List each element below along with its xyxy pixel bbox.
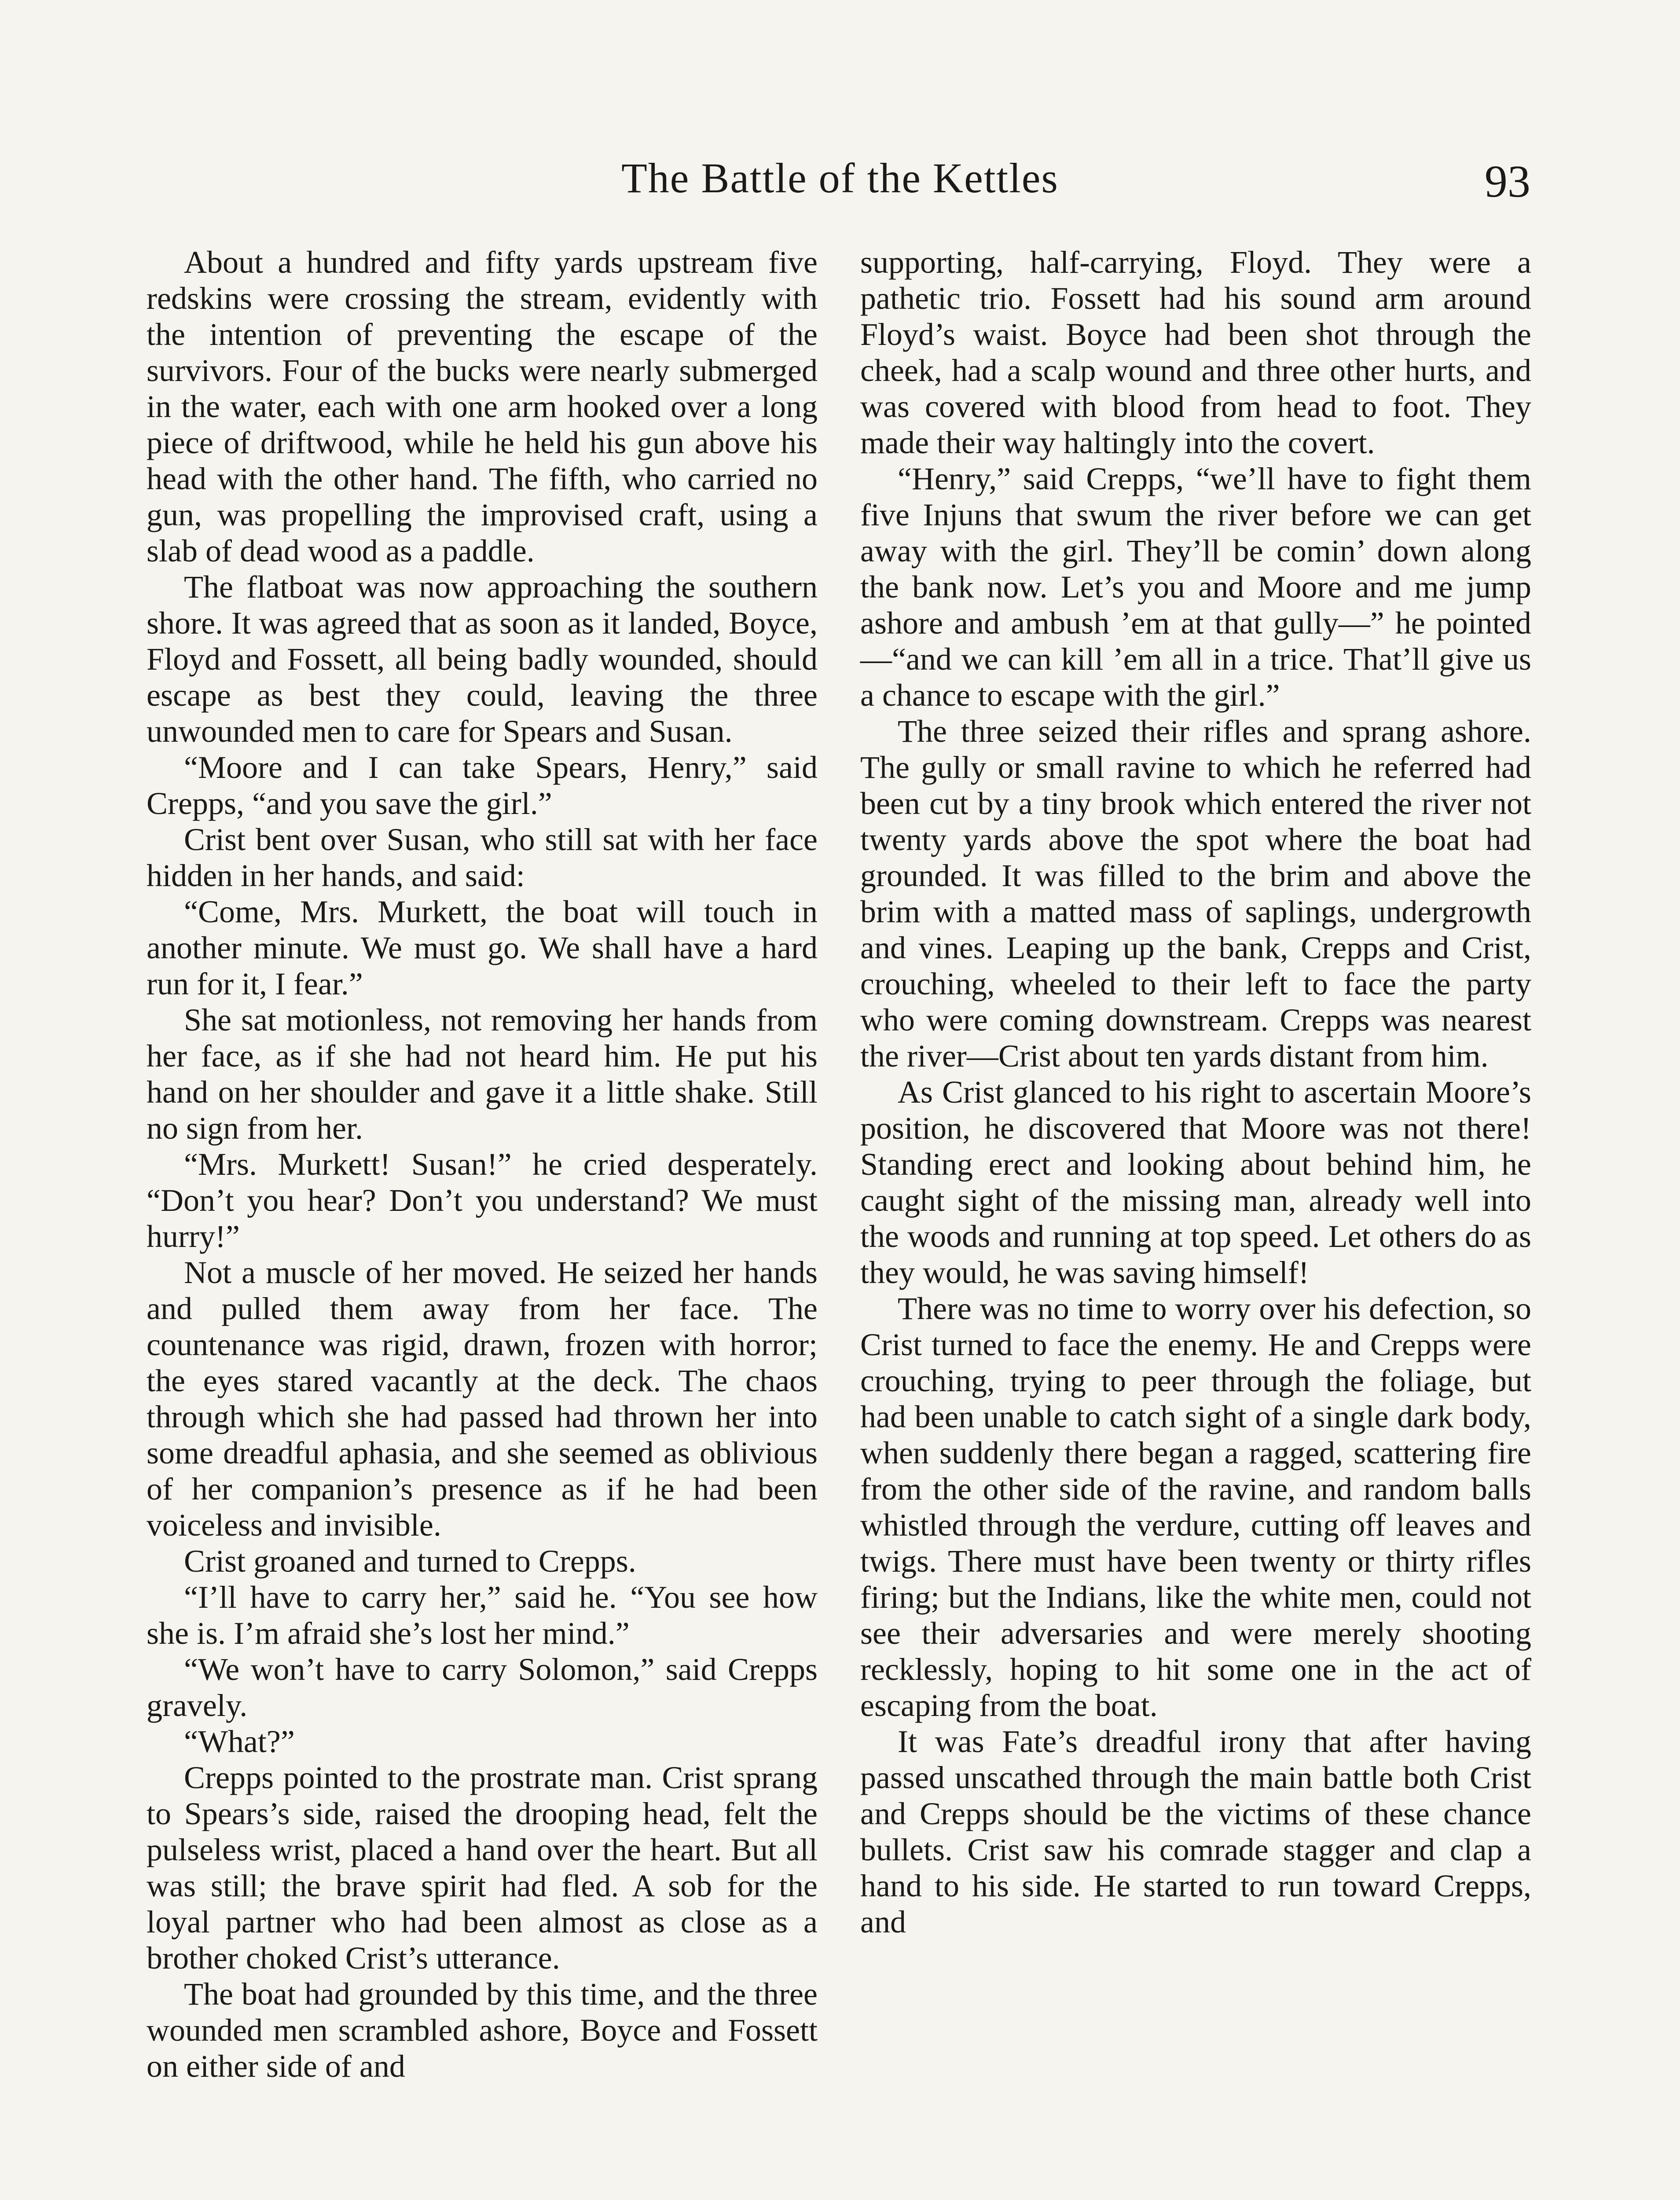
paragraph: About a hundred and fifty yards upstream five redskins were crossing the stream, evidently with the intention of preventing the escape of the survivors. Four of the bucks were nearly submerged in the water, each with one arm hooked over a long piece of driftwood, while he held his gun above his head with the other hand. The fifth, who carried no gun, was propelling the improvised craft, using a slab of dead wood as a paddle. [147,245,818,568]
paragraph: The three seized their rifles and sprang ashore. The gully or small ravine to which he referred had been cut by a tiny brook which entered the river not twenty yards above the spot where the boat had grounded. It was filled to the brim and above the brim with a matted mass of saplings, undergrowth and vines. Leaping up the bank, Crepps and Crist, crouching, wheeled to their left to face the party who were coming downstream. Crepps was nearest the river—Crist about ten yards distant from him. [860,714,1531,1074]
left-column [147,244,818,2084]
paragraph: Not a muscle of her moved. He seized her hands and pulled them away from her face. The countenance was rigid, drawn, frozen with horror; the eyes stared vacantly at the deck. The chaos through which she had passed had thrown her into some dreadful aphasia, and she seemed as oblivious of her companion’s presence as if he had been voiceless and invisible. [147,1255,818,1543]
paragraph: “What?” [184,1724,295,1759]
paragraph-continued: supporting, half-carrying, Floyd. They were a pathetic trio. Fossett had his sound arm around Floyd’s waist. Boyce had been shot through the cheek, had a scalp wound and three other hurts, and was covered with blood from head to foot. They made their way haltingly into the covert. [860,245,1531,460]
paragraph: The flatboat was now approaching the southern shore. It was agreed that as soon as it landed, Boyce, Floyd and Fossett, all being badly wounded, should escape as best they could, leaving the three unwounded men to care for Spears and Susan. [147,569,818,749]
paragraph: “Moore and I can take Spears, Henry,” said Crepps, “and you save the girl.” [147,750,818,821]
paragraph: The boat had grounded by this time, and the three wounded men scrambled ashore, Boyce and Fossett on either side of and [147,1976,818,2084]
paragraph: “Henry,” said Crepps, “we’ll have to fight them five Injuns that swum the river before we can get away with the girl. They’ll be comin’ down along the bank now. Let’s you and Moore and me jump ashore and ambush ’em at that gully—” he pointed—“and we can kill ’em all in a trice. That’ll give us a chance to escape with the girl.” [860,461,1531,713]
paragraph: “Mrs. Murkett! Susan!” he cried desperately. “Don’t you hear? Don’t you understand? We must hurry!” [147,1147,818,1254]
page-number: 93 [1485,156,1530,207]
paragraph: It was Fate’s dreadful irony that after having passed unscathed through the main battle both Crist and Crepps should be the victims of these chance bullets. Crist saw his comrade stagger and clap a hand to his side. He started to run toward Crepps, and [860,1724,1531,1940]
page-header [0,152,1680,209]
running-title: The Battle of the Kettles [621,154,1059,202]
paragraph: As Crist glanced to his right to ascertain Moore’s position, he discovered that Moore was not there! Standing erect and looking about behind him, he caught sight of the missing man, already well into the woods and running at top speed. Let others do as they would, he was saving himself! [860,1074,1531,1290]
paragraph: “I’ll have to carry her,” said he. “You see how she is. I’m afraid she’s lost her mind.” [147,1580,818,1651]
paragraph: Crist bent over Susan, who still sat with her face hidden in her hands, and said: [147,822,818,893]
paragraph: Crist groaned and turned to Crepps. [184,1544,636,1579]
right-column [860,244,1531,1940]
paragraph: She sat motionless, not removing her hands from her face, as if she had not heard him. He put his hand on her shoulder and gave it a little shake. Still no sign from her. [147,1002,818,1146]
paragraph: Crepps pointed to the prostrate man. Crist sprang to Spears’s side, raised the drooping head, felt the pulseless wrist, placed a hand over the heart. But all was still; the brave spirit had fled. A sob for the loyal partner who had been almost as close as a brother choked Crist’s utterance. [147,1760,818,1976]
paragraph: “Come, Mrs. Murkett, the boat will touch in another minute. We must go. We shall have a hard run for it, I fear.” [147,894,818,1001]
paragraph: “We won’t have to carry Solomon,” said Crepps gravely. [147,1652,818,1723]
paragraph: There was no time to worry over his defection, so Crist turned to face the enemy. He and Crepps were crouching, trying to peer through the foliage, but had been unable to catch sight of a single dark body, when suddenly there began a ragged, scattering fire from the other side of the ravine, and random balls whistled through the verdure, cutting off leaves and twigs. There must have been twenty or thirty rifles firing; but the Indians, like the white men, could not see their adversaries and were merely shooting recklessly, hoping to hit some one in the act of escaping from the boat. [860,1291,1531,1723]
